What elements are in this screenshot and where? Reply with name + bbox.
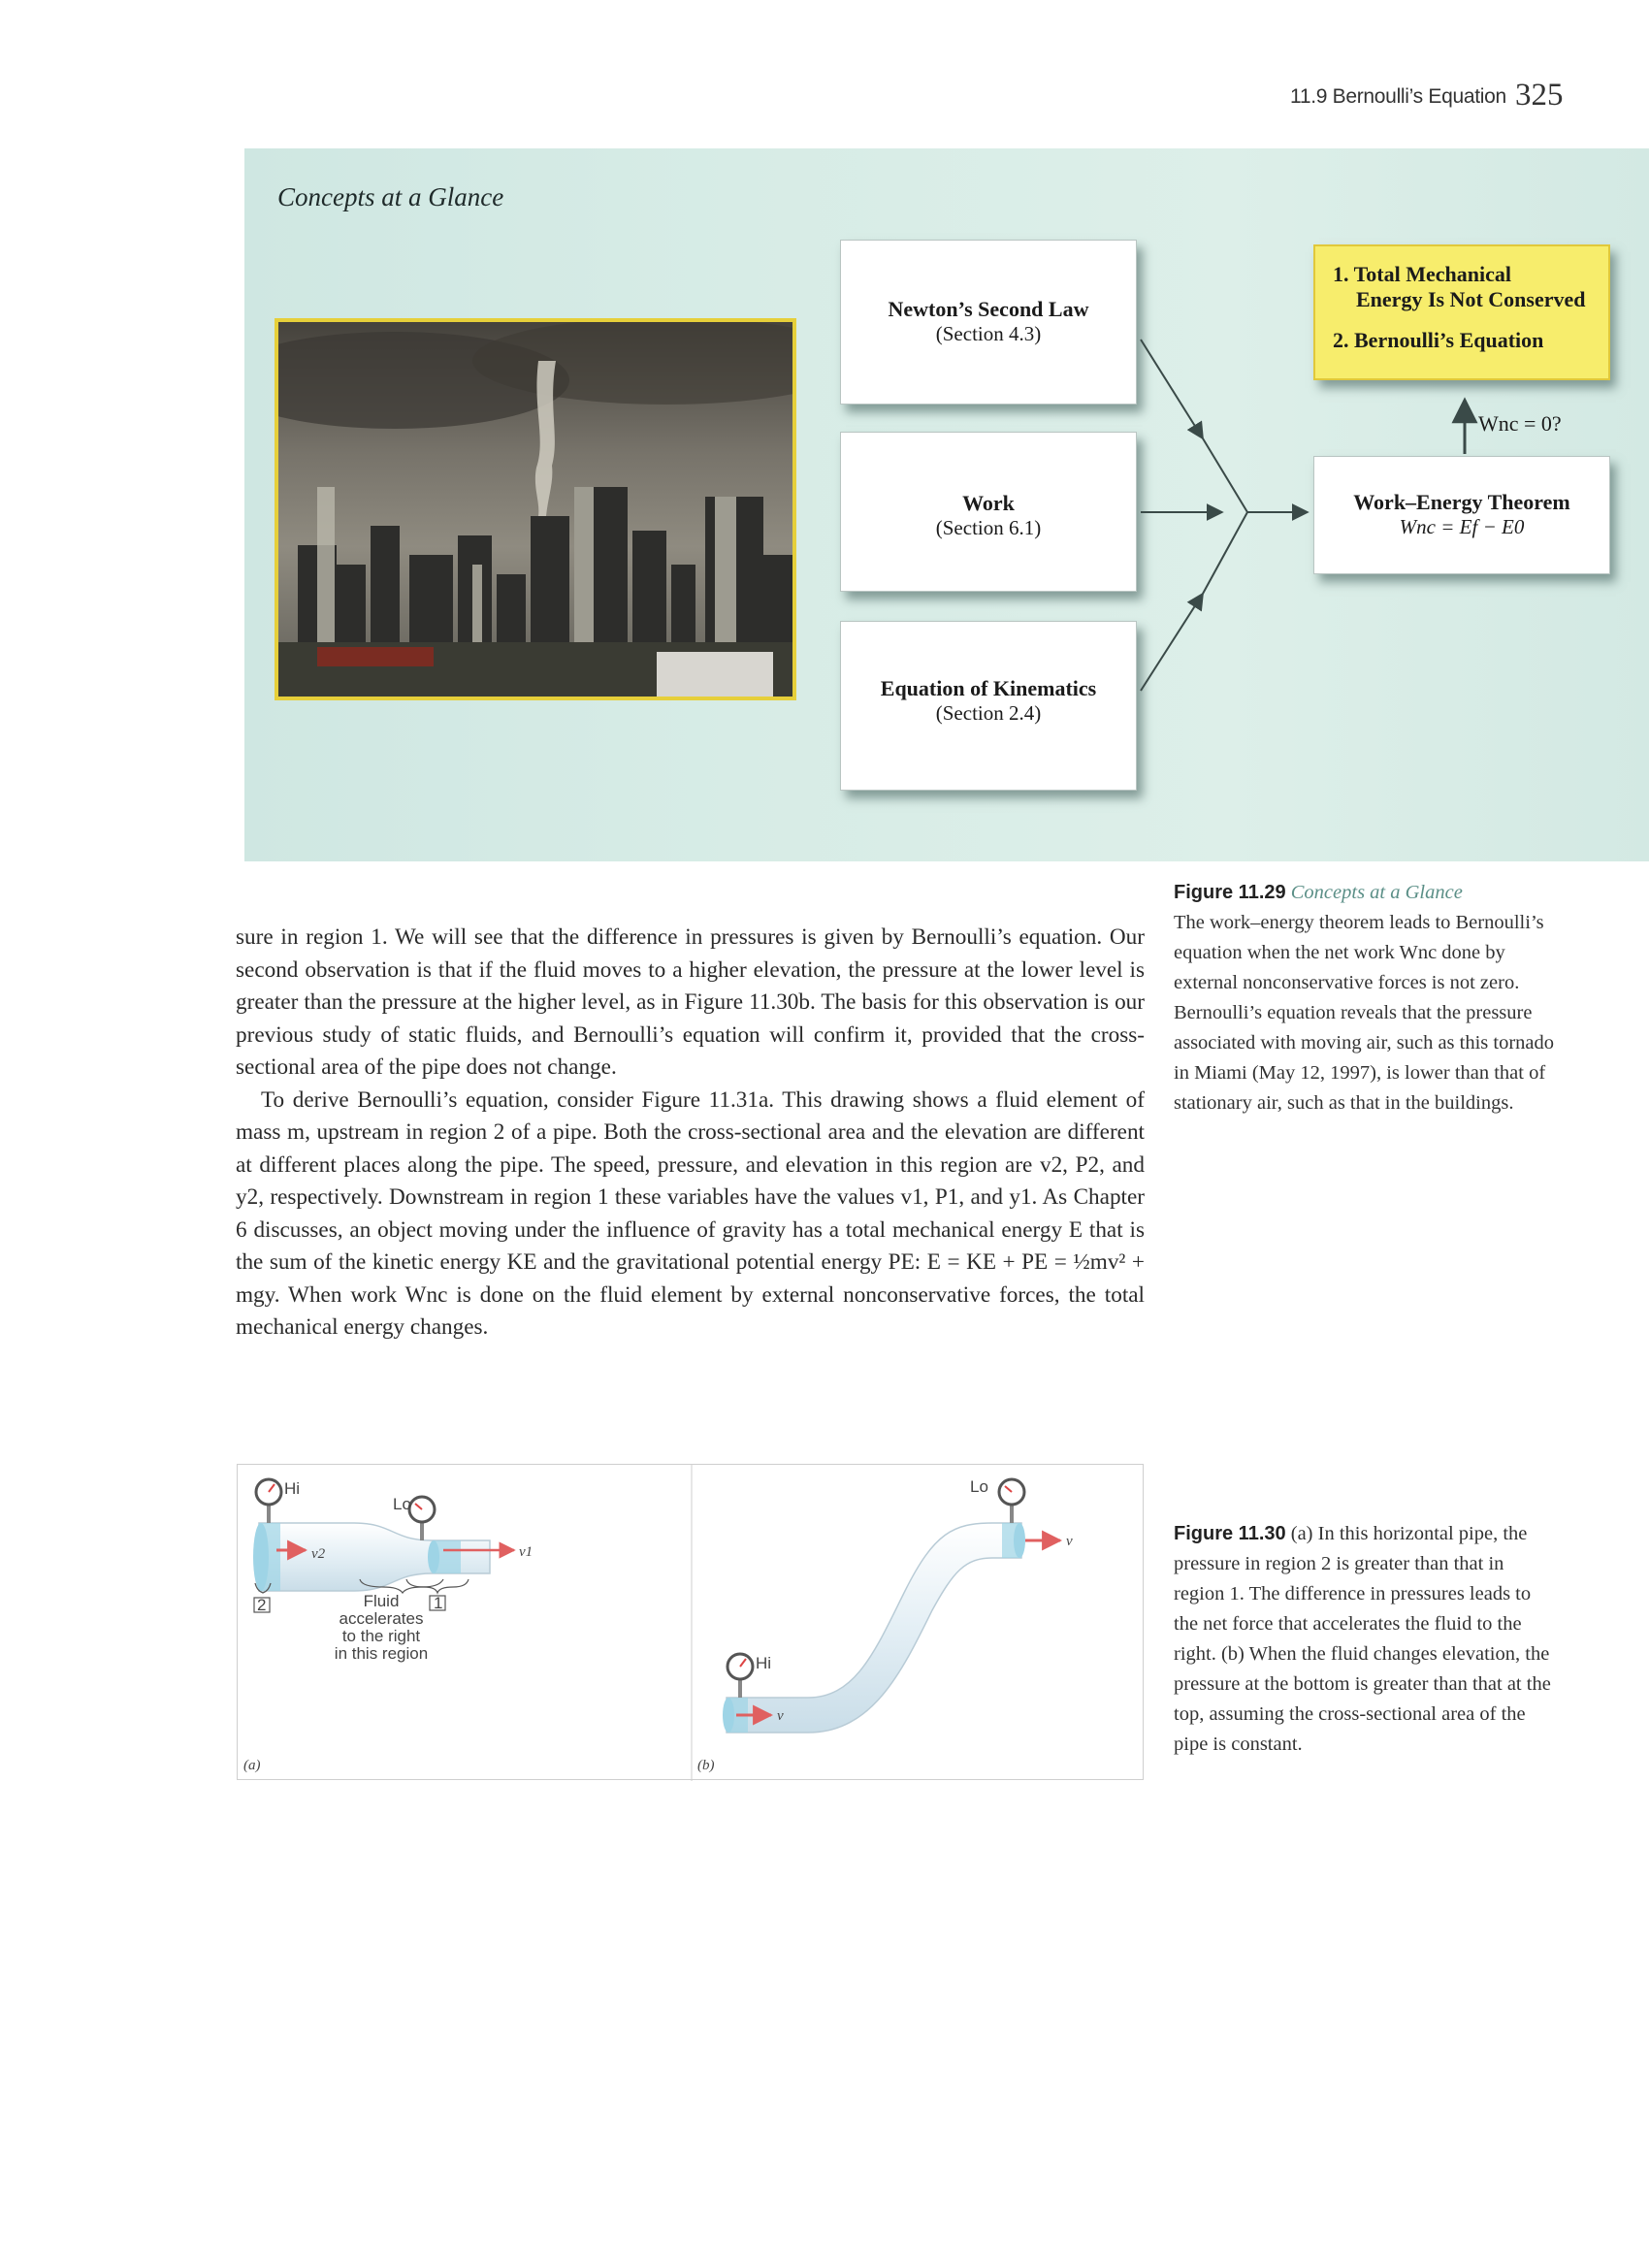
label-v1: v1 xyxy=(519,1544,534,1560)
newton-section: (Section 4.3) xyxy=(935,322,1042,345)
caption-1130-label: Figure 11.30 xyxy=(1174,1523,1286,1544)
arrow-newton xyxy=(1141,340,1203,438)
brace-region-1 xyxy=(406,1579,469,1593)
paragraph-2: To derive Bernoulli’s equation, consider Figure 11.31a. This drawing shows a fluid element of mass m, upstream in region 2 of a pipe. Both the cross-sectional area and the elevation are different at different places along the pipe. The speed, pressure, and elevation in this region are v2, P2, and y2, respectively. Downstream in region 1 these variables have the values v1, P1, and y1. As Chapter 6 discusses, an object moving under the influence of gravity has a total mechanical energy E that is the sum of the kinetic energy KE and the gravitational potential energy PE: E = KE + PE = ½mv² + mgy. When work Wnc is done on the fluid element by external nonconservative forces, the total mechanical energy changes. xyxy=(236,1086,1145,1340)
fluid-label-4: in this region xyxy=(334,1644,429,1663)
fluid-label-1: Fluid xyxy=(363,1592,400,1610)
fluid-label-3: to the right xyxy=(341,1627,421,1645)
concepts-title: Concepts at a Glance xyxy=(277,182,504,211)
figure-11-30 xyxy=(237,1464,1144,1780)
label-lo-b: Lo xyxy=(970,1477,988,1496)
label-region-1: 1 xyxy=(434,1594,443,1612)
label-v-top: v xyxy=(1066,1534,1073,1549)
work-section: (Section 6.1) xyxy=(935,516,1042,539)
caption-figure-11-30 xyxy=(1174,1519,1552,1760)
label-region-2: 2 xyxy=(257,1596,267,1614)
result-line1: 1. Total Mechanical xyxy=(1333,262,1511,286)
caption-1129-text: The work–energy theorem leads to Bernoulli’s equation when the net work Wnc done by external nonconservative forces is not zero. Bernoulli’s equation reveals that the pressure associated with moving air, such as this tornado in Miami (May 12, 1997), is lower than that of stationary air, such as that in the buildings. xyxy=(1174,912,1555,1114)
label-lo-a: Lo xyxy=(393,1495,411,1513)
body-text xyxy=(236,922,1145,1345)
label-hi-a: Hi xyxy=(284,1479,301,1498)
kinematics-title: Equation of Kinematics xyxy=(880,676,1097,700)
work-energy-title: Work–Energy Theorem xyxy=(1353,490,1570,514)
caption-1130-text: (a) In this horizontal pipe, the pressure in region 2 is greater than that in region 1. The difference in pressures leads to the net force that accelerates the fluid to the right. (b) When the fluid changes elevation, the pressure at the bottom is greater than that at the top, assuming the cross-sectional area of the pipe is constant. xyxy=(1174,1523,1551,1755)
label-hi-b: Hi xyxy=(756,1654,772,1672)
kinematics-section: (Section 2.4) xyxy=(935,701,1042,725)
fluid-label-2: accelerates xyxy=(339,1609,424,1628)
caption-1129-title: Concepts at a Glance xyxy=(1290,882,1463,903)
caption-1129-label: Figure 11.29 xyxy=(1174,882,1286,903)
label-v-bottom: v xyxy=(777,1708,784,1724)
elevated-pipe xyxy=(727,1523,1021,1733)
arrow-merge xyxy=(1203,438,1247,594)
result-line2: 2. Bernoulli’s Equation xyxy=(1333,328,1544,352)
arrow-kinematics xyxy=(1141,594,1203,691)
panel-a-label: (a) xyxy=(243,1758,261,1773)
page-number: 325 xyxy=(1515,78,1564,113)
work-title: Work xyxy=(962,491,1015,515)
newton-title: Newton’s Second Law xyxy=(888,297,1089,321)
figure-11-30-drawing xyxy=(238,1465,1145,1781)
label-v2: v2 xyxy=(311,1546,326,1562)
panel-a xyxy=(243,1479,533,1773)
work-energy-equation: Wnc = Ef − E0 xyxy=(1399,515,1525,538)
caption-figure-11-29 xyxy=(1174,878,1571,1118)
paragraph-1: sure in region 1. We will see that the difference in pressures is given by Bernoulli’s equation. Our second observation is that if the fluid moves to a higher elevation, the pressure at the lower level is greater than the pressure at the higher level, as in Figure 11.30b. The basis for this observation is our previous study of static fluids, and Bernoulli’s equation will confirm it, provided that the cross-sectional area of the pipe does not change. xyxy=(236,924,1145,1080)
panel-b-label: (b) xyxy=(697,1758,715,1773)
result-line1b: Energy Is Not Conserved xyxy=(1356,287,1586,311)
concept-arrows xyxy=(0,0,1649,873)
wnc-question: Wnc = 0? xyxy=(1478,411,1562,436)
panel-b xyxy=(697,1477,1073,1773)
running-head: 11.9 Bernoulli’s Equation xyxy=(1290,85,1506,108)
